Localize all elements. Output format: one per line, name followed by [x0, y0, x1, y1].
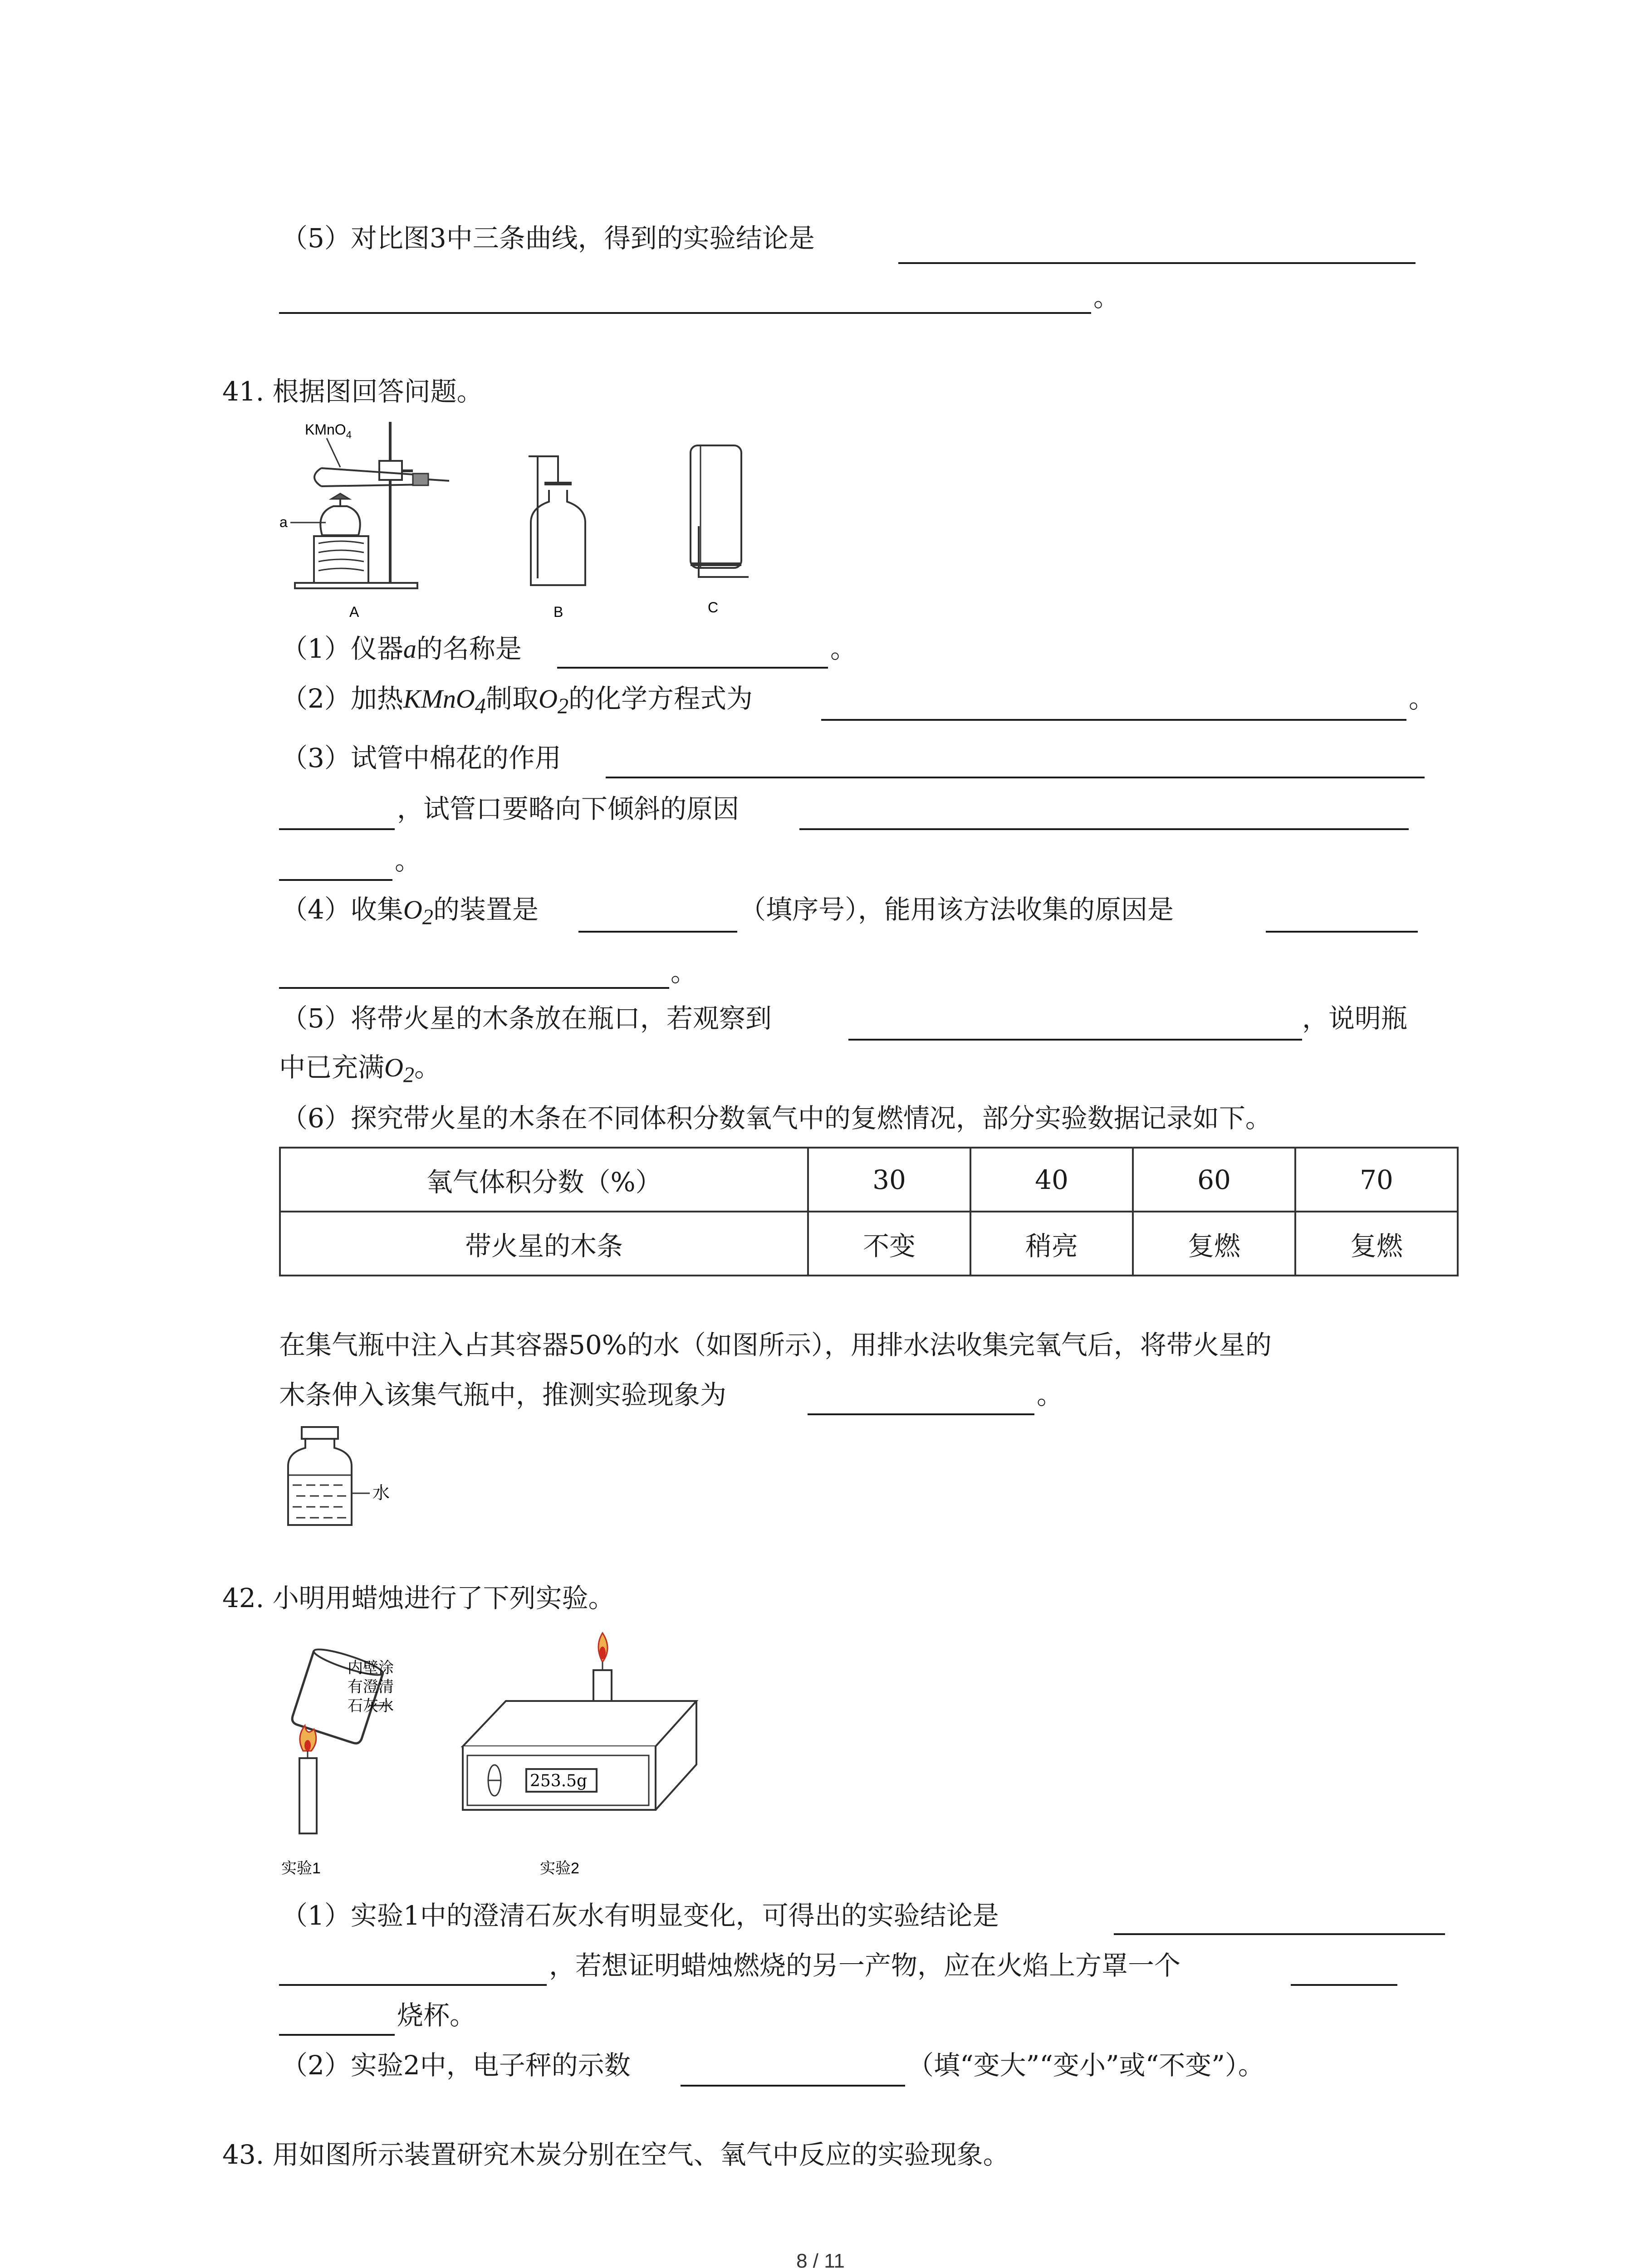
q41-part2-o2: $O_2$	[538, 684, 569, 719]
q42-part1-answer-blank-2[interactable]	[279, 1984, 547, 1986]
table-cell: 不变	[808, 1212, 970, 1276]
q41-part1-answer-blank[interactable]	[557, 667, 828, 669]
q41-part3-text-a: （3）试管中棉花的作用	[281, 743, 561, 773]
q41-part4-answer-blank-2[interactable]	[1266, 931, 1418, 933]
q41-part3-end: 。	[395, 845, 421, 876]
q41-part4-text-b: （填序号），能用该方法收集的原因是	[740, 894, 1174, 925]
q42-part1-text-b: ，若想证明蜡烛燃烧的另一产物，应在火焰上方罩一个	[549, 1950, 1181, 1981]
q41-part1-var: a	[403, 634, 416, 664]
q41-part4-end: 。	[671, 957, 697, 987]
exp2-label: 实验2	[540, 1860, 579, 1877]
q41-part4-answer-blank-1[interactable]	[578, 931, 737, 933]
q41-part3-answer-blank-4[interactable]	[279, 879, 392, 881]
q41-part4-answer-blank-3[interactable]	[279, 987, 669, 989]
q41-part7-text-a: 在集气瓶中注入占其容器50%的水（如图所示），用排水法收集完氧气后，将带火星的	[279, 1330, 1272, 1360]
q41-part4-text-a	[281, 894, 539, 934]
table-cell: 40	[970, 1148, 1133, 1212]
table-row-header: 带火星的木条	[280, 1212, 808, 1276]
table-row	[280, 1148, 1458, 1212]
table-cell: 复燃	[1133, 1212, 1295, 1276]
q42-part1-answer-blank-1[interactable]	[1114, 1933, 1445, 1935]
q41-fig-label-B: B	[554, 604, 563, 620]
q41-part5-end: 。	[414, 1052, 441, 1083]
q41-part1-end: 。	[830, 633, 857, 664]
q42-part1-answer-blank-4[interactable]	[279, 2034, 395, 2036]
q42-title: 42. 小明用蜡烛进行了下列实验。	[222, 1583, 615, 1613]
q42-part2-answer-blank[interactable]	[681, 2085, 905, 2087]
table-cell: 60	[1133, 1148, 1295, 1212]
q41-fig-label-C: C	[708, 599, 719, 616]
q41-part7-text-b: 木条伸入该集气瓶中，推测实验现象为	[279, 1379, 727, 1410]
q42-part2-text-b: （填“变大”“变小”或“不变”）。	[907, 2050, 1264, 2081]
q42-part1-text-c: 烧杯。	[397, 2000, 476, 2031]
q41-oxygen-data-table	[279, 1147, 1459, 1276]
q41-part4-o2: $O_2$	[403, 895, 433, 929]
q41-part5-prefix: 中已充满	[279, 1052, 385, 1083]
q40-part5-end: 。	[1093, 282, 1120, 313]
beaker-note-line1: 内壁涂	[348, 1659, 394, 1677]
table-row	[280, 1212, 1458, 1276]
table-cell: 70	[1295, 1148, 1458, 1212]
q41-fig-label-a: a	[279, 514, 288, 530]
table-cell: 稍亮	[970, 1212, 1133, 1276]
q41-part3-text-b: ，试管口要略向下倾斜的原因	[397, 793, 740, 824]
q41-part5-text-c	[279, 1051, 441, 1091]
q42-candle-experiments-figure	[272, 1628, 726, 1882]
q42-part1-text-a: （1）实验1中的澄清石灰水有明显变化，可得出的实验结论是	[281, 1900, 999, 1931]
water-label: 水	[372, 1484, 390, 1503]
q41-part2-mid: 制取	[485, 683, 539, 714]
q41-part7-answer-blank[interactable]	[808, 1413, 1034, 1415]
q41-part1-prefix: （1）仪器	[281, 633, 403, 664]
q40-part5-answer-blank-1[interactable]	[898, 262, 1416, 264]
q41-fig-reagent-label: KMnO$_4$	[305, 421, 352, 440]
q41-part2-text	[281, 683, 753, 723]
q43-title: 43. 用如图所示装置研究木炭分别在空气、氧气中反应的实验现象。	[222, 2139, 1009, 2170]
q41-part5-answer-blank[interactable]	[848, 1039, 1302, 1041]
q41-part3-answer-blank-3[interactable]	[799, 828, 1409, 830]
q41-apparatus-figure	[277, 417, 776, 626]
q41-part1-suffix: 的名称是	[416, 633, 522, 664]
water-bottle-figure	[279, 1424, 397, 1529]
q41-part5-text-a: （5）将带火星的木条放在瓶口，若观察到	[281, 1003, 772, 1034]
page-number: 8 / 11	[796, 2250, 845, 2268]
scale-reading: 253.5g	[530, 1772, 588, 1790]
q41-part2-prefix: （2）加热	[281, 683, 403, 714]
q40-part5-answer-blank-2[interactable]	[279, 312, 1091, 314]
q41-part2-end: 。	[1409, 683, 1435, 714]
q41-part1-text	[281, 633, 522, 665]
q41-part2-suffix: 的化学方程式为	[568, 683, 753, 714]
q41-part6-text: （6）探究带火星的木条在不同体积分数氧气中的复燃情况，部分实验数据记录如下。	[281, 1103, 1272, 1134]
exp1-label: 实验1	[281, 1860, 321, 1877]
q41-part3-answer-blank-1[interactable]	[606, 777, 1425, 778]
beaker-note-line3: 石灰水	[348, 1697, 394, 1715]
q42-part1-answer-blank-3[interactable]	[1291, 1984, 1397, 1986]
table-cell: 30	[808, 1148, 970, 1212]
q41-part7-end: 。	[1037, 1379, 1063, 1410]
q41-title: 41. 根据图回答问题。	[222, 376, 483, 407]
q41-fig-label-A: A	[349, 604, 359, 620]
table-cell: 复燃	[1295, 1212, 1458, 1276]
q41-part4-prefix: （4）收集	[281, 894, 403, 925]
q40-part5-text: （5）对比图3中三条曲线，得到的实验结论是	[281, 223, 815, 254]
table-row-header: 氧气体积分数（%）	[280, 1148, 808, 1212]
q41-part3-answer-blank-2[interactable]	[279, 828, 395, 830]
q41-part5-o2: $O_2$	[384, 1053, 415, 1087]
q41-part5-text-b: ，说明瓶	[1302, 1003, 1408, 1034]
q42-part2-text-a: （2）实验2中，电子秤的示数	[281, 2050, 631, 2081]
q41-part2-answer-blank[interactable]	[821, 719, 1406, 721]
q41-part4-mid: 的装置是	[433, 894, 539, 925]
q41-part2-kmno4: KMnO$_4$	[403, 684, 486, 719]
beaker-note-line2: 有澄清	[348, 1678, 394, 1696]
